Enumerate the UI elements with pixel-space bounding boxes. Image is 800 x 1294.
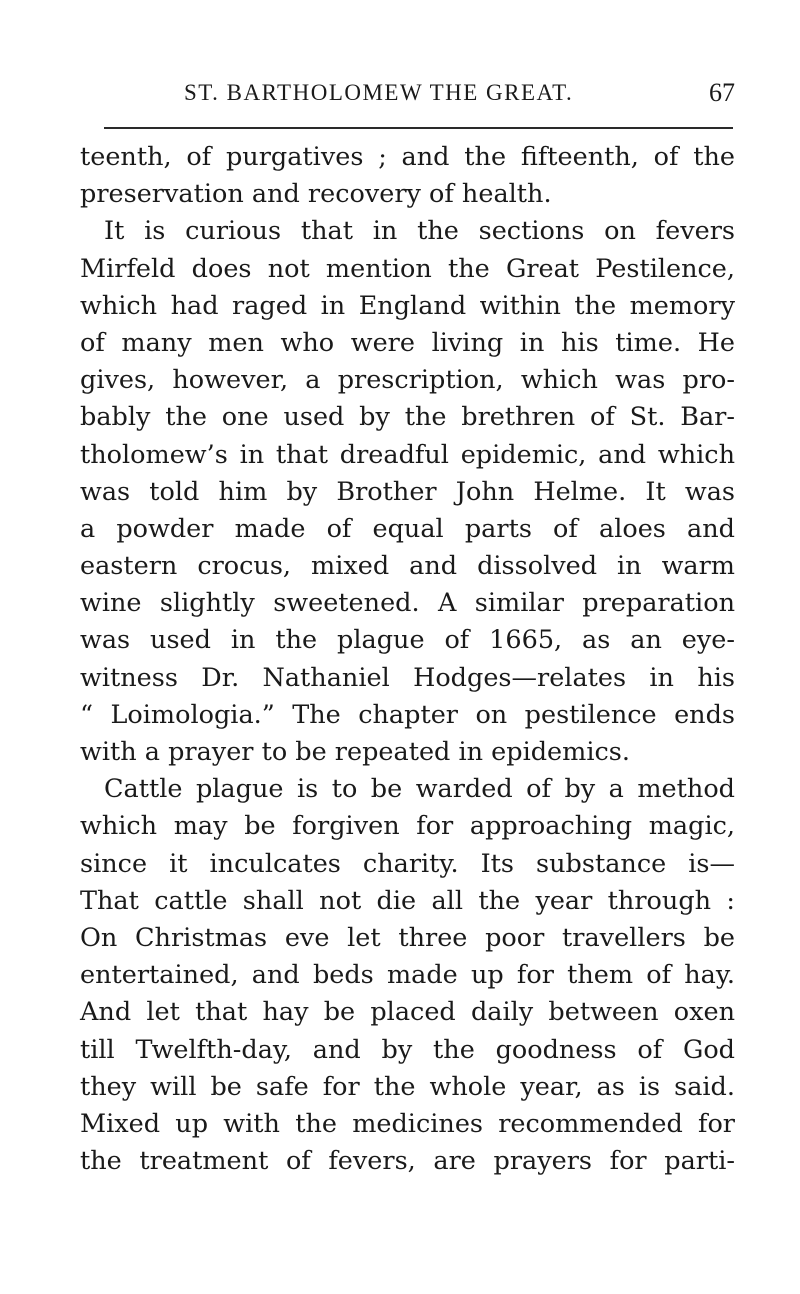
text-line: gives, however, a prescription, which was pro- [80, 365, 735, 396]
paragraph-start-line: It is curious that in the sections on fevers [104, 216, 735, 247]
text-line: they will be safe for the whole year, as is said. [80, 1071, 735, 1102]
text-line: tholomew’s in that dreadful epidemic, and which [80, 439, 735, 470]
text-line: preservation and recovery of health. [80, 179, 552, 210]
text-line: a powder made of equal parts of aloes and [80, 513, 735, 544]
text-line: was told him by Brother John Helme. It was [80, 476, 735, 507]
text-line: entertained, and beds made up for them of hay. [80, 960, 735, 991]
text-line: wine slightly sweetened. A similar preparation [80, 588, 735, 619]
text-line: eastern crocus, mixed and dissolved in warm [80, 551, 735, 582]
text-line: of many men who were living in his time. He [80, 327, 735, 358]
text-line: till Twelfth-day, and by the goodness of God [80, 1034, 735, 1065]
text-line: which may be forgiven for approaching magic, [80, 811, 735, 842]
header-rule [104, 127, 733, 129]
text-line: Mirfeld does not mention the Great Pestilence, [80, 253, 735, 284]
text-line: That cattle shall not die all the year through : [80, 885, 735, 916]
text-line: teenth, of purgatives ; and the fifteenth, of the [80, 142, 735, 172]
text-line: witness Dr. Nathaniel Hodges—relates in his [80, 662, 735, 693]
text-line: And let that hay be placed daily between oxen [80, 997, 735, 1028]
text-line: bably the one used by the brethren of St. Bar- [80, 402, 735, 433]
text-line: which had raged in England within the memory [80, 290, 735, 321]
running-title: ST. BARTHOLOMEW THE GREAT. [184, 80, 574, 105]
paragraph-start-line: Cattle plague is to be warded of by a method [104, 774, 735, 805]
body-text [80, 139, 735, 1180]
page-header [80, 78, 735, 118]
text-line: On Christmas eve let three poor travellers be [80, 922, 735, 953]
text-line: Mixed up with the medicines recommended for [80, 1108, 735, 1139]
text-line: with a prayer to be repeated in epidemics. [80, 737, 630, 767]
text-line: was used in the plague of 1665, as an eye- [80, 625, 735, 656]
text-line: the treatment of fevers, are prayers for parti- [80, 1146, 735, 1177]
text-line: since it inculcates charity. Its substance is— [80, 848, 735, 879]
page-number: 67 [709, 78, 735, 107]
text-line: “ Loimologia.” The chapter on pestilence ends [80, 699, 735, 730]
